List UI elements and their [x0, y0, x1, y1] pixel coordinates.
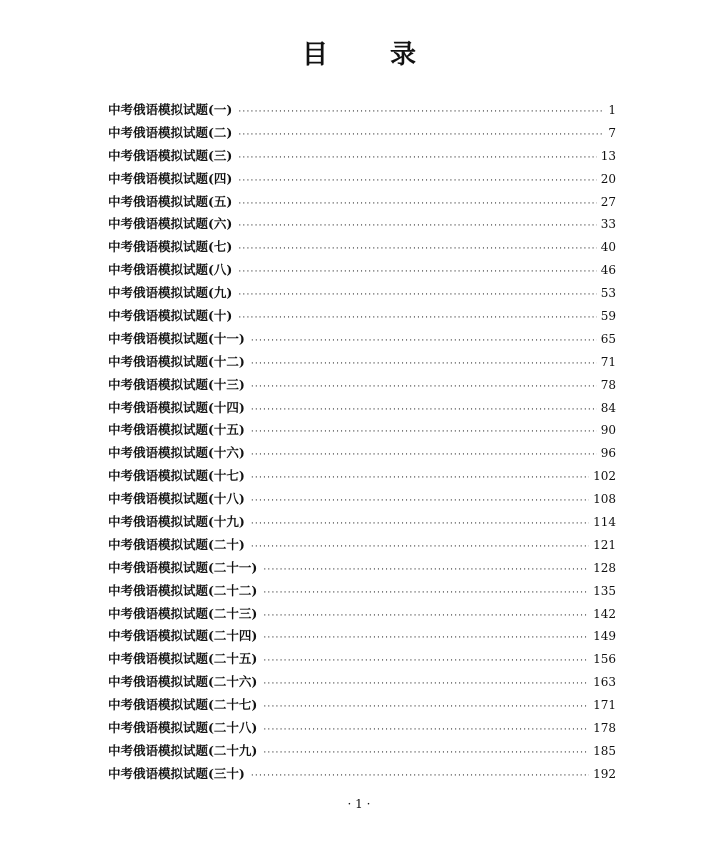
toc-entry-page-number: 27 [600, 194, 616, 209]
page-title-char-2: 录 [390, 40, 417, 70]
page-number-footer: · 1 · [347, 797, 371, 811]
toc-entry-page-number: 46 [600, 263, 616, 278]
toc-dot-leader [251, 490, 589, 513]
toc-entry-page-number: 7 [608, 125, 616, 140]
toc-entry[interactable] [108, 488, 616, 511]
page-title-char-1: 目 [301, 40, 328, 70]
toc-entry[interactable] [108, 717, 616, 740]
toc-entry[interactable] [108, 419, 616, 442]
toc-entry-page-number: 135 [593, 583, 616, 598]
toc-entry-page-number: 71 [600, 354, 616, 369]
toc-entry-title: 中考俄语模拟试题(十) [108, 308, 233, 324]
toc-dot-leader [238, 238, 596, 261]
toc-entry-title: 中考俄语模拟试题(二十四) [108, 628, 258, 644]
toc-entry-page-number: 84 [600, 400, 616, 415]
toc-entry-title: 中考俄语模拟试题(六) [108, 216, 233, 232]
toc-entry-title: 中考俄语模拟试题(二十一) [108, 559, 258, 575]
toc-dot-leader [251, 467, 589, 490]
toc-entry[interactable] [108, 351, 616, 374]
toc-dot-leader [251, 536, 589, 559]
toc-entry-page-number: 121 [593, 537, 616, 552]
toc-entry-title: 中考俄语模拟试题(十六) [108, 445, 245, 461]
toc-entry-title: 中考俄语模拟试题(二十五) [108, 651, 258, 667]
toc-entry-title: 中考俄语模拟试题(九) [108, 285, 233, 301]
toc-entry-title: 中考俄语模拟试题(十二) [108, 353, 245, 369]
table-of-contents [108, 99, 616, 786]
toc-entry[interactable] [108, 557, 616, 580]
toc-entry[interactable] [108, 511, 616, 534]
toc-entry[interactable] [108, 168, 616, 191]
toc-entry-title: 中考俄语模拟试题(七) [108, 239, 233, 255]
toc-entry-page-number: 33 [600, 217, 616, 232]
toc-entry-page-number: 163 [593, 675, 616, 690]
toc-entry-page-number: 102 [593, 469, 616, 484]
toc-entry[interactable] [108, 694, 616, 717]
toc-dot-leader [251, 421, 597, 444]
toc-entry-title: 中考俄语模拟试题(三十) [108, 765, 245, 781]
toc-dot-leader [238, 170, 596, 193]
toc-entry[interactable] [108, 328, 616, 351]
toc-dot-leader [251, 513, 589, 536]
toc-entry[interactable] [108, 671, 616, 694]
toc-dot-leader [263, 605, 589, 628]
toc-dot-leader [238, 101, 604, 124]
toc-dot-leader [263, 650, 589, 673]
toc-entry[interactable] [108, 648, 616, 671]
toc-entry-page-number: 171 [593, 698, 616, 713]
toc-entry-title: 中考俄语模拟试题(三) [108, 147, 233, 163]
toc-entry-page-number: 20 [600, 171, 616, 186]
page-title [0, 34, 718, 71]
toc-entry-title: 中考俄语模拟试题(二十) [108, 536, 245, 552]
toc-dot-leader [263, 696, 589, 719]
toc-entry-title: 中考俄语模拟试题(八) [108, 262, 233, 278]
toc-entry-title: 中考俄语模拟试题(十四) [108, 399, 245, 415]
toc-entry-page-number: 178 [593, 721, 616, 736]
toc-entry[interactable] [108, 580, 616, 603]
toc-dot-leader [238, 215, 596, 238]
toc-entry[interactable] [108, 282, 616, 305]
toc-entry-title: 中考俄语模拟试题(二十九) [108, 742, 258, 758]
toc-entry-page-number: 40 [600, 240, 616, 255]
toc-entry-page-number: 149 [593, 629, 616, 644]
toc-entry-page-number: 1 [608, 103, 616, 117]
toc-entry-page-number: 90 [600, 423, 616, 438]
toc-dot-leader [251, 330, 597, 353]
toc-entry-title: 中考俄语模拟试题(十五) [108, 422, 245, 438]
toc-entry-title: 中考俄语模拟试题(十三) [108, 376, 245, 392]
toc-entry[interactable] [108, 213, 616, 236]
toc-entry-page-number: 96 [600, 446, 616, 461]
toc-entry-title: 中考俄语模拟试题(二十六) [108, 674, 258, 690]
toc-entry-title: 中考俄语模拟试题(二十二) [108, 582, 258, 598]
toc-dot-leader [238, 307, 596, 330]
toc-dot-leader [251, 444, 597, 467]
toc-dot-leader [263, 559, 589, 582]
toc-entry-page-number: 192 [593, 766, 616, 781]
toc-entry-page-number: 156 [593, 652, 616, 667]
toc-entry-page-number: 78 [600, 377, 616, 392]
toc-entry-title: 中考俄语模拟试题(二十八) [108, 720, 258, 736]
toc-entry-title: 中考俄语模拟试题(四) [108, 170, 233, 186]
toc-entry-title: 中考俄语模拟试题(二) [108, 124, 233, 140]
toc-dot-leader [238, 261, 596, 284]
toc-dot-leader [238, 147, 596, 170]
toc-entry[interactable] [108, 305, 616, 328]
toc-dot-leader [263, 719, 589, 742]
toc-dot-leader [238, 284, 596, 307]
toc-entry[interactable] [108, 122, 616, 145]
toc-entry-page-number: 13 [600, 148, 616, 163]
toc-entry-page-number: 53 [600, 286, 616, 301]
toc-entry[interactable] [108, 191, 616, 214]
toc-entry-title: 中考俄语模拟试题(二十七) [108, 697, 258, 713]
toc-dot-leader [251, 765, 589, 788]
toc-entry-page-number: 65 [600, 331, 616, 346]
toc-entry[interactable] [108, 99, 616, 122]
toc-entry[interactable] [108, 236, 616, 259]
toc-entry-page-number: 59 [600, 309, 616, 324]
toc-entry-page-number: 142 [593, 606, 616, 621]
toc-dot-leader [251, 376, 597, 399]
toc-entry[interactable] [108, 603, 616, 626]
toc-entry-page-number: 128 [593, 560, 616, 575]
toc-entry[interactable] [108, 397, 616, 420]
toc-entry[interactable] [108, 145, 616, 168]
toc-dot-leader [238, 193, 596, 216]
toc-entry[interactable] [108, 740, 616, 763]
toc-dot-leader [238, 124, 604, 147]
toc-dot-leader [251, 353, 597, 376]
toc-entry-page-number: 114 [593, 515, 616, 530]
toc-entry-title: 中考俄语模拟试题(二十三) [108, 605, 258, 621]
toc-entry-title: 中考俄语模拟试题(十一) [108, 330, 245, 346]
toc-entry[interactable] [108, 374, 616, 397]
toc-entry-title: 中考俄语模拟试题(一) [108, 102, 233, 117]
toc-dot-leader [263, 627, 589, 650]
toc-entry[interactable] [108, 763, 616, 786]
toc-entry[interactable] [108, 465, 616, 488]
toc-entry[interactable] [108, 625, 616, 648]
toc-entry[interactable] [108, 534, 616, 557]
toc-dot-leader [263, 742, 589, 765]
toc-entry[interactable] [108, 259, 616, 282]
toc-entry-title: 中考俄语模拟试题(十九) [108, 514, 245, 530]
toc-entry[interactable] [108, 442, 616, 465]
toc-entry-title: 中考俄语模拟试题(十七) [108, 468, 245, 484]
toc-entry-page-number: 108 [593, 492, 616, 507]
toc-dot-leader [263, 673, 589, 696]
toc-entry-title: 中考俄语模拟试题(五) [108, 193, 233, 209]
toc-entry-page-number: 185 [593, 743, 616, 758]
toc-entry-title: 中考俄语模拟试题(十八) [108, 491, 245, 507]
toc-dot-leader [251, 399, 597, 422]
toc-dot-leader [263, 582, 589, 605]
